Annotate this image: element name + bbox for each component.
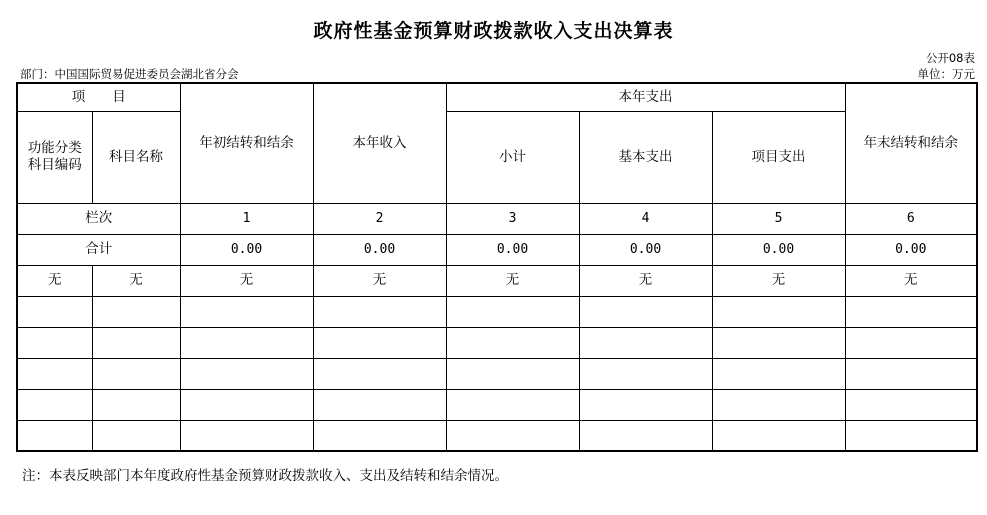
header-subject-name: 科目名称 [92,111,180,203]
table-cell: 无 [92,265,180,296]
department-label: 部门：中国国际贸易促进委员会湖北省分会 [20,67,239,81]
total-value: 0.00 [712,234,845,265]
total-value: 0.00 [446,234,579,265]
header-basic: 基本支出 [579,111,712,203]
form-number: 公开08表 [925,51,975,65]
column-number-row [17,203,977,234]
header-item: 项 目 [17,83,180,111]
header-func-code: 功能分类 科目编码 [17,111,92,203]
total-value: 0.00 [579,234,712,265]
table-cell: 无 [17,265,92,296]
unit-label: 单位：万元 [917,67,975,81]
table-row [17,265,977,296]
table-cell: 无 [579,265,712,296]
header-end-balance: 年末结转和结余 [845,83,977,203]
header-income: 本年收入 [313,83,446,203]
total-value: 0.00 [313,234,446,265]
table-cell: 无 [446,265,579,296]
report-table [16,82,978,452]
table-row [17,420,977,451]
column-number: 2 [313,203,446,234]
total-label: 合计 [17,234,180,265]
column-number: 6 [845,203,977,234]
table-cell: 无 [845,265,977,296]
table-cell: 无 [712,265,845,296]
table-row [17,389,977,420]
footnote: 注：本表反映部门本年度政府性基金预算财政拨款收入、支出及结转和结余情况。 [22,468,508,484]
column-number: 5 [712,203,845,234]
total-value: 0.00 [180,234,313,265]
table-cell: 无 [180,265,313,296]
table-row [17,358,977,389]
column-number: 1 [180,203,313,234]
column-number: 4 [579,203,712,234]
header-begin-balance: 年初结转和结余 [180,83,313,203]
table-row [17,296,977,327]
total-value: 0.00 [845,234,977,265]
column-number: 3 [446,203,579,234]
header-subtotal: 小计 [446,111,579,203]
table-row [17,327,977,358]
header-expense: 本年支出 [446,83,845,111]
header-project: 项目支出 [712,111,845,203]
column-label: 栏次 [17,203,180,234]
table-cell: 无 [313,265,446,296]
total-row [17,234,977,265]
page-title: 政府性基金预算财政拨款收入支出决算表 [313,20,674,42]
